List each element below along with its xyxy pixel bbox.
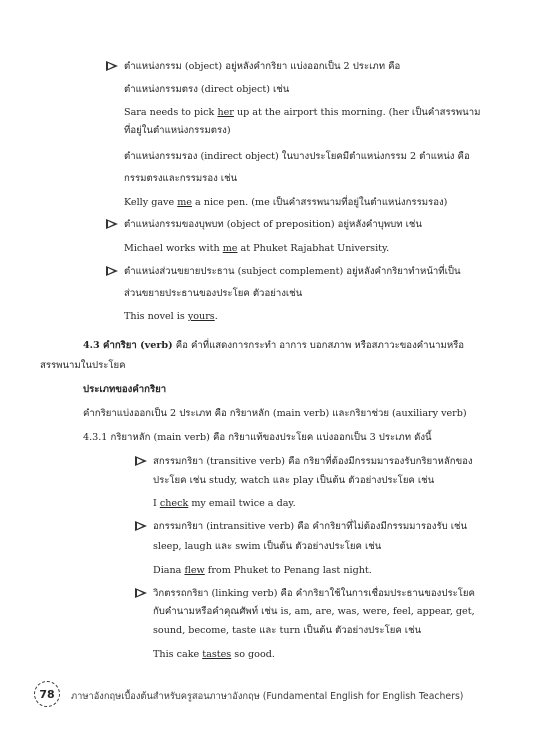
text-line: ส่วนขยายประธานของประโยค ตัวอย่างเช่น [124,288,303,299]
bullet-text: สกรรมกริยา (transitive verb) คือ กริยาที่ต้องมีกรรมมารองรับกริยาหลักของ [153,456,473,467]
arrow-bullet-icon [105,265,119,277]
text-line: ตำแหน่งกรรมตรง (direct object) เช่น [124,84,290,95]
example-line: I check my email twice a day. [153,498,296,509]
example-line: Sara needs to pick her up at the airport this morning. (her เป็นคำสรรพนาม [124,107,481,118]
text-line: กรรมตรงและกรรมรอง เช่น [124,173,238,184]
arrow-bullet-icon [105,218,119,230]
bullet-text: วิกตรรถกริยา (linking verb) คือ คำกริยาใช้ในการเชื่อมประธานของประโยค [153,588,475,599]
text-line: คำกริยาแบ่งออกเป็น 2 ประเภท คือ กริยาหลัก (main verb) และกริยาช่วย (auxiliary verb) [83,408,467,419]
bullet-text: ตำแหน่งกรรม (object) อยู่หลังคำกริยา แบ่งออกเป็น 2 ประเภท คือ [124,61,401,72]
text-line: ที่อยู่ในตำแหน่งกรรมตรง) [124,125,231,136]
example-line: Kelly gave me a nice pen. (me เป็นคำสรรพนามที่อยู่ในตำแหน่งกรรมรอง) [124,197,448,208]
text-line: sleep, laugh และ swim เป็นต้น ตัวอย่างประโยค เช่น [153,541,382,552]
text-line: สรรพนามในประโยค [40,360,126,371]
text-line: sound, become, taste และ turn เป็นต้น ตัวอย่างประโยค เช่น [153,625,422,636]
arrow-bullet-icon [134,455,148,467]
arrow-bullet-icon [105,60,119,72]
example-line: This novel is yours. [124,311,218,322]
text-line: ประโยค เช่น study, watch และ play เป็นต้น ตัวอย่างประโยค เช่น [153,475,435,486]
arrow-bullet-icon [134,520,148,532]
bullet-text: ตำแหน่งส่วนขยายประธาน (subject complement) อยู่หลังคำกริยาทำหน้าที่เป็น [124,266,461,277]
section-heading: 4.3 คำกริยา (verb) คือ คำที่แสดงการกระทำ อาการ บอกสภาพ หรือสภาวะของคำนามหรือ [83,340,465,351]
text-line: กับคำนามหรือคำคุณศัพท์ เช่น is, am, are, was, were, feel, appear, get, [153,606,475,617]
text-line: ตำแหน่งกรรมรอง (indirect object) ในบางประโยคมีตำแหน่งกรรม 2 ตำแหน่ง คือ [124,151,470,162]
page-number-badge: 78 [34,681,60,707]
arrow-bullet-icon [134,587,148,599]
text-line: 4.3.1 กริยาหลัก (main verb) คือ กริยาแท้ของประโยค แบ่งออกเป็น 3 ประเภท ดังนี้ [83,432,432,443]
bullet-text: ตำแหน่งกรรมของบุพบท (object of preposition) อยู่หลังคำบุพบท เช่น [124,219,422,230]
example-line: Michael works with me at Phuket Rajabhat University. [124,243,390,254]
example-line: This cake tastes so good. [153,649,275,660]
subsection-heading: ประเภทของคำกริยา [83,384,167,395]
running-footer-title: ภาษาอังกฤษเบื้องต้นสำหรับครูสอนภาษาอังกฤษ (Fundamental English for English Teachers) [71,691,464,702]
bullet-text: อกรรมกริยา (intransitive verb) คือ คำกริยาที่ไม่ต้องมีกรรมมารองรับ เช่น [153,521,468,532]
example-line: Diana flew from Phuket to Penang last night. [153,565,372,576]
